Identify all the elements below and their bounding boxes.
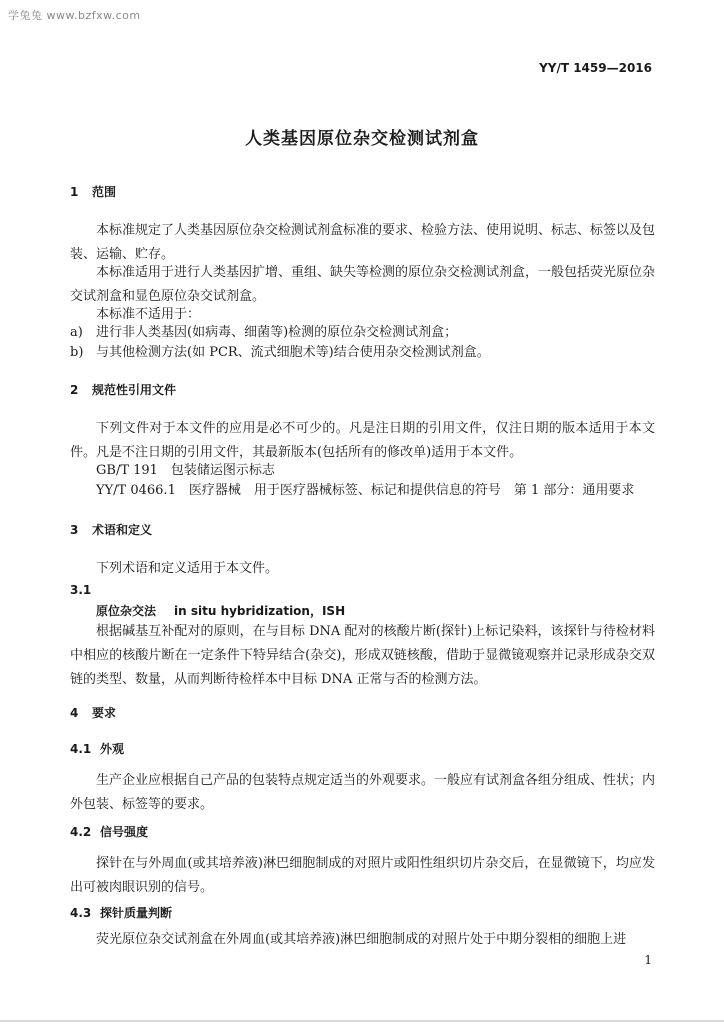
subsection-4-1-heading xyxy=(70,740,124,757)
section-2-heading xyxy=(70,381,176,398)
paragraph: 本标准规定了人类基因原位杂交检测试剂盒标准的要求、检验方法、使用说明、标志、标签以及包装、运输、贮存。 xyxy=(70,223,656,262)
list-marker: b) xyxy=(70,345,84,360)
paragraph: 下列术语和定义适用于本文件。 xyxy=(96,561,279,576)
list-text: 与其他检测方法(如 PCR、流式细胞术等)结合使用杂交检测试剂盒。 xyxy=(96,345,490,360)
reference-item: GB/T 191 包装储运图示标志 xyxy=(96,463,275,478)
term-number: 3.1 xyxy=(70,583,92,597)
page-number: 1 xyxy=(644,953,652,967)
standard-number: YY/T 1459—2016 xyxy=(539,61,652,75)
term-definition: 根据碱基互补配对的原则，在与目标 DNA 配对的核酸片断(探针)上标记染料，该探针与待检材料中相应的核酸片断在一定条件下特异结合(杂交)，形成双链核酸，借助于显微镜观察并记录形成杂交双链的类型、数量，从而判断待检样本中目标 DNA 正常与否的检测方法。 xyxy=(70,624,655,687)
paragraph: 本标准不适用于： xyxy=(96,307,201,322)
section-4-heading xyxy=(70,704,116,721)
section-number: 3 xyxy=(70,523,79,537)
paragraph: 生产企业应根据自己产品的包装特点规定适当的外观要求。一般应有试剂盒各组分组成、性状；内外包装、标签等的要求。 xyxy=(70,773,656,812)
subsection-number: 4.1 xyxy=(70,742,92,756)
section-number: 4 xyxy=(70,706,79,720)
page-bottom-border xyxy=(0,1020,724,1022)
paragraph: 本标准适用于进行人类基因扩增、重组、缺失等检测的原位杂交检测试剂盒，一般包括荧光原位杂交试剂盒和显色原位杂交试剂盒。 xyxy=(70,265,656,304)
list-item xyxy=(70,341,490,365)
subsection-number: 4.3 xyxy=(70,906,92,920)
paragraph: 探针在与外周血(或其培养液)淋巴细胞制成的对照片或阳性组织切片杂交后，在显微镜下，均应发出可被肉眼识别的信号。 xyxy=(70,856,655,895)
section-3-heading xyxy=(70,521,152,538)
subsection-title: 探针质量判断 xyxy=(100,906,173,920)
document-title: 人类基因原位杂交检测试剂盒 xyxy=(245,129,479,149)
list-text: 进行非人类基因(如病毒、细菌等)检测的原位杂交检测试剂盒； xyxy=(96,325,458,340)
subsection-4-3-heading xyxy=(70,904,172,921)
section-1-heading xyxy=(70,183,116,200)
subsection-number: 4.2 xyxy=(70,825,92,839)
paragraph: 荧光原位杂交试剂盒在外周血(或其培养液)淋巴细胞制成的对照片处于中期分裂相的细胞上进 xyxy=(96,932,627,947)
watermark-text: 学兔兔 www.bzfxw.com xyxy=(8,9,141,22)
list-marker: a) xyxy=(70,325,83,340)
subsection-title: 信号强度 xyxy=(100,825,149,839)
section-number: 2 xyxy=(70,383,79,397)
section-number: 1 xyxy=(70,185,79,199)
subsection-title: 外观 xyxy=(100,742,125,756)
section-title: 要求 xyxy=(92,706,117,720)
term-chinese: 原位杂交法 xyxy=(96,604,157,618)
section-title: 规范性引用文件 xyxy=(92,383,177,397)
term-entry xyxy=(96,602,345,619)
section-title: 范围 xyxy=(92,185,117,199)
reference-item: YY/T 0466.1 医疗器械 用于医疗器械标签、标记和提供信息的符号 第 1 部分：通用要求 xyxy=(96,483,635,498)
term-english: in situ hybridization，ISH xyxy=(174,604,346,618)
paragraph: 下列文件对于本文件的应用是必不可少的。凡是注日期的引用文件，仅注日期的版本适用于本文件。凡是不注日期的引用文件，其最新版本(包括所有的修改单)适用于本文件。 xyxy=(70,421,655,460)
subsection-4-2-heading xyxy=(70,823,148,840)
section-title: 术语和定义 xyxy=(92,523,153,537)
